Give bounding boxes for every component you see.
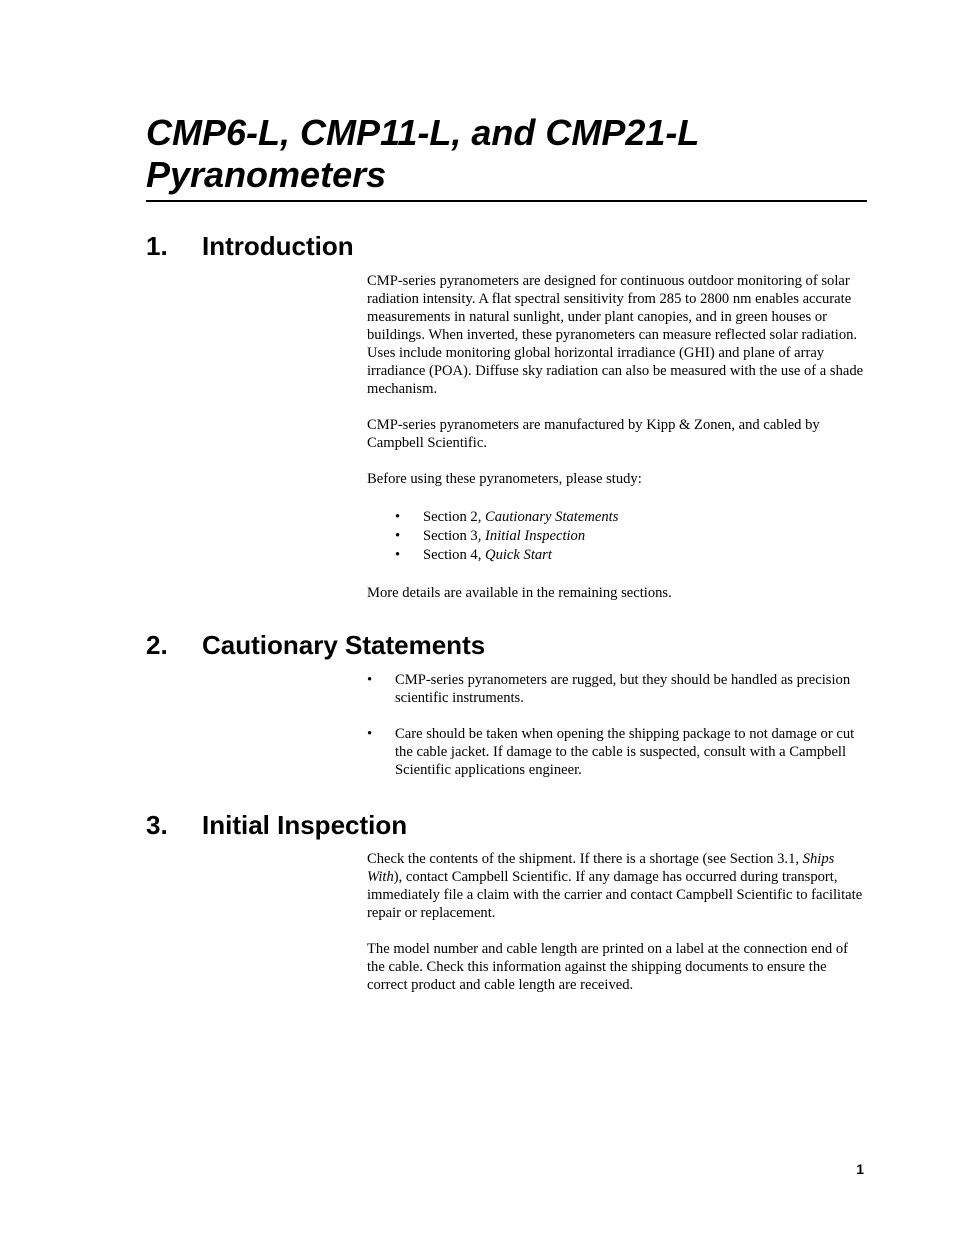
section-title: Cautionary Statements [202, 630, 486, 660]
document-title-line2: Pyranometers [146, 154, 387, 195]
introduction-body [367, 272, 867, 602]
inspection-text: Check the contents of the shipment. If there is a shortage (see Section 3.1, [367, 851, 803, 867]
document-title [146, 112, 867, 202]
list-item-reference: Quick Start [485, 547, 552, 563]
caution-list [367, 671, 867, 779]
section-title: Introduction [202, 231, 354, 261]
introduction-paragraph-2: CMP-series pyranometers are manufactured by Kipp & Zonen, and cabled by Campbell Scientific. [367, 417, 820, 451]
list-item-reference: Cautionary Statements [485, 509, 619, 525]
section-heading-cautionary-statements [146, 630, 485, 660]
section-heading-initial-inspection [146, 810, 407, 840]
section-number: 1. [146, 231, 168, 261]
list-item-prefix: Section 2, [423, 509, 486, 525]
document-title-line1: CMP6-L, CMP11-L, and CMP21-L [146, 112, 700, 153]
inspection-paragraph-1 [367, 850, 867, 922]
introduction-paragraph-3: Before using these pyranometers, please study: [367, 471, 642, 487]
page-number: 1 [856, 1161, 864, 1177]
list-item [367, 508, 867, 527]
list-item: • Care should be taken when opening the shipping package to not damage or cut the cable jacket. If damage to the cable is suspected, consult with a Campbell Scientific applications engineer. [367, 725, 867, 779]
inspection-body [367, 850, 867, 994]
list-item: • CMP-series pyranometers are rugged, but they should be handled as precision scientific instruments. [367, 671, 867, 707]
inspection-text: ), contact Campbell Scientific. If any damage has occurred during transport, immediately file a claim with the carrier and contact Campbell Scientific to facilitate repair or replacement. [367, 869, 863, 921]
list-item-reference: Initial Inspection [485, 528, 586, 544]
section-title: Initial Inspection [202, 810, 408, 840]
introduction-paragraph-1: CMP-series pyranometers are designed for continuous outdoor monitoring of solar radiation intensity. A flat spectral sensitivity from 285 to 2800 nm enables accurate measurements in natural sunlight, under plant canopies, and in green houses or buildings. When inverted, these pyranometers can measure reflected solar radiation. Uses include monitoring global horizontal irradiance (GHI) and plane of array irradiance (POA). Diffuse sky radiation can also be measured with the use of a shade mechanism. [367, 273, 864, 397]
introduction-paragraph-4: More details are available in the remaining sections. [367, 585, 672, 601]
ships-with-reference: Ships With [367, 851, 835, 885]
study-list [367, 508, 867, 565]
section-number: 3. [146, 810, 168, 840]
list-item [367, 527, 867, 546]
section-heading-introduction [146, 231, 354, 261]
list-item-prefix: Section 3, [423, 528, 486, 544]
cautionary-body [367, 671, 867, 779]
section-number: 2. [146, 630, 168, 660]
inspection-paragraph-2: The model number and cable length are printed on a label at the connection end of the cable. Check this information against the shipping documents to ensure the correct product and cable length are received. [367, 941, 849, 993]
list-item [367, 546, 867, 565]
list-item-prefix: Section 4, [423, 547, 486, 563]
